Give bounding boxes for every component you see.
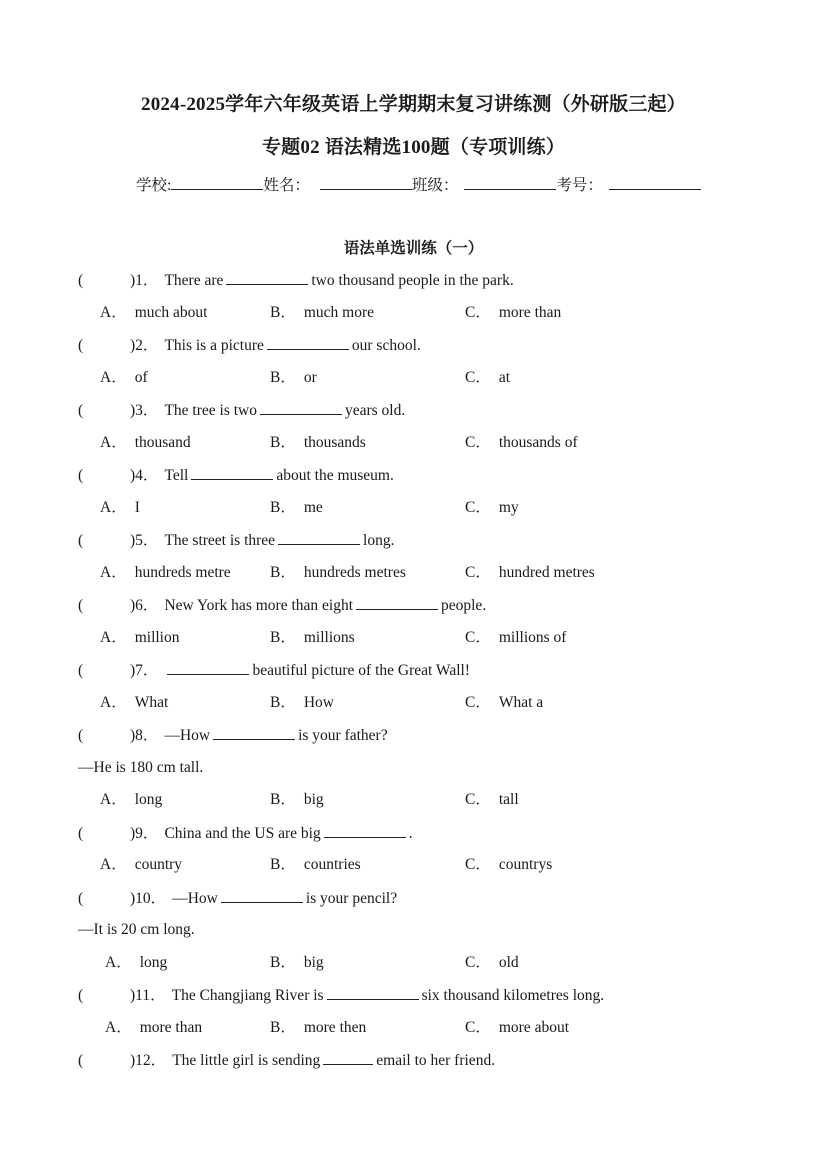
question-text-after: is your father?: [298, 727, 388, 744]
school-field[interactable]: [171, 175, 263, 190]
question-text-before: The Changjiang River is: [171, 987, 324, 1004]
answer-blank[interactable]: [278, 530, 360, 545]
option-letter: B．: [270, 303, 296, 321]
option-letter: A．: [100, 563, 127, 581]
option-letter: B．: [270, 856, 296, 873]
question-text-before: The tree is two: [164, 402, 257, 419]
option-text: I: [134, 498, 140, 516]
option-a[interactable]: [100, 693, 168, 713]
option-text: hundreds metres: [303, 563, 406, 581]
section-title: 语法单选训练（一）: [343, 240, 484, 257]
question-text-before: —How: [172, 889, 218, 907]
answer-paren-close: ): [130, 662, 136, 679]
document-subtitle: 专题02 语法精选100题（专项训练）: [261, 137, 566, 158]
option-text: What: [134, 693, 169, 711]
option-text: thousands: [303, 433, 366, 451]
option-letter: B．: [270, 1018, 296, 1036]
dialogue-answer-line: —He is 180 cm tall.: [78, 758, 204, 776]
answer-paren-close: ): [130, 824, 136, 842]
question-number: 11．: [135, 987, 166, 1004]
option-letter: C．: [465, 303, 491, 321]
answer-paren-close: ): [130, 597, 136, 614]
question-number: 1．: [135, 272, 159, 289]
answer-paren-open[interactable]: (: [78, 402, 84, 419]
option-text: millions: [303, 628, 355, 646]
name-label: 姓名：: [263, 177, 310, 194]
question-stem: [78, 400, 405, 421]
answer-blank[interactable]: [267, 335, 349, 350]
option-a[interactable]: [100, 368, 148, 388]
option-b[interactable]: [270, 368, 317, 388]
option-letter: C．: [465, 368, 491, 386]
question-text-before: China and the US are big: [164, 824, 321, 842]
answer-paren-close: ): [130, 889, 136, 907]
question-text-after: two thousand people in the park.: [311, 272, 514, 289]
question-number: 8．: [135, 727, 159, 744]
option-letter: B．: [270, 433, 296, 451]
answer-blank[interactable]: [191, 465, 273, 480]
question-stem: [78, 725, 388, 746]
question-text-before: This is a picture: [164, 337, 264, 354]
option-a[interactable]: [100, 855, 182, 875]
question-number: 3．: [135, 402, 159, 419]
question-number: 10．: [135, 889, 167, 907]
question-stem: [78, 985, 604, 1006]
question-text-before: The little girl is sending: [172, 1052, 321, 1069]
option-letter: C．: [465, 433, 491, 451]
option-text: hundreds metre: [134, 563, 231, 581]
question-text-after: is your pencil?: [305, 889, 398, 907]
option-letter: B．: [270, 368, 296, 386]
answer-paren-close: ): [130, 402, 136, 419]
answer-paren-close: ): [130, 987, 136, 1004]
option-text: million: [134, 628, 180, 646]
question-stem: [78, 823, 413, 844]
option-text: long: [134, 791, 163, 808]
option-letter: B．: [270, 628, 296, 646]
option-a[interactable]: [100, 433, 191, 453]
answer-paren-close: ): [130, 532, 136, 549]
option-letter: A．: [100, 791, 127, 808]
answer-paren-close: ): [130, 272, 136, 289]
option-a[interactable]: [100, 563, 231, 583]
class-label: 班级：: [411, 177, 459, 194]
option-c[interactable]: [465, 790, 519, 810]
option-a[interactable]: [100, 498, 140, 518]
option-c[interactable]: [465, 498, 519, 518]
option-letter: C．: [465, 791, 491, 808]
question-text-after: beautiful picture of the Great Wall!: [252, 662, 470, 679]
answer-paren-open[interactable]: (: [78, 1052, 84, 1069]
answer-paren-open[interactable]: (: [78, 532, 84, 549]
option-letter: C．: [465, 1018, 491, 1036]
option-letter: A．: [105, 953, 132, 971]
option-text: my: [498, 498, 519, 516]
student-info-line: [136, 173, 701, 195]
question-stem: [78, 888, 397, 909]
question-number: 6．: [135, 597, 159, 614]
option-letter: B．: [270, 953, 296, 971]
option-b[interactable]: [270, 1018, 366, 1038]
question-text-before: Tell: [164, 467, 189, 484]
option-text: more about: [498, 1018, 570, 1036]
answer-paren-open[interactable]: (: [78, 889, 84, 907]
question-stem: [78, 270, 514, 291]
question-text-before: There are: [164, 272, 224, 289]
option-text: much more: [303, 303, 375, 321]
option-letter: B．: [270, 563, 296, 581]
question-stem: [78, 595, 486, 616]
option-text: countrys: [498, 856, 553, 873]
option-text: hundred metres: [498, 563, 595, 581]
option-text: millions of: [498, 628, 567, 646]
question-number: 2．: [135, 337, 159, 354]
answer-paren-open[interactable]: (: [78, 337, 84, 354]
option-letter: A．: [100, 368, 127, 386]
name-field[interactable]: [320, 175, 412, 190]
option-letter: A．: [100, 693, 127, 711]
option-c[interactable]: [465, 693, 543, 713]
exam-number-label: 考号：: [556, 177, 603, 194]
option-text: big: [303, 791, 324, 808]
answer-paren-open[interactable]: (: [78, 987, 84, 1004]
school-label: 学校:: [136, 177, 172, 194]
option-letter: B．: [270, 791, 296, 808]
option-letter: C．: [465, 953, 491, 971]
question-text-after: email to her friend.: [376, 1052, 496, 1069]
option-text: tall: [498, 791, 519, 808]
answer-paren-close: ): [130, 1052, 136, 1069]
option-letter: B．: [270, 498, 296, 516]
option-text: long: [139, 953, 168, 971]
document-title: 2024-2025学年六年级英语上学期期末复习讲练测（外研版三起）: [141, 94, 686, 115]
option-b[interactable]: [270, 628, 355, 648]
option-b[interactable]: [270, 303, 374, 323]
question-number: 9．: [135, 824, 159, 842]
answer-paren-open[interactable]: (: [78, 597, 84, 614]
option-text: of: [134, 368, 148, 386]
answer-paren-close: ): [130, 727, 136, 744]
option-a[interactable]: [105, 1018, 202, 1038]
answer-paren-close: ): [130, 467, 136, 484]
option-c[interactable]: [465, 1018, 569, 1038]
option-c[interactable]: [465, 433, 578, 453]
question-stem: [78, 465, 394, 486]
option-letter: C．: [465, 498, 491, 516]
option-c[interactable]: [465, 628, 566, 648]
option-b[interactable]: [270, 953, 324, 973]
answer-paren-close: ): [130, 337, 136, 354]
question-text-after: about the museum.: [276, 467, 394, 484]
option-text: at: [498, 368, 511, 386]
option-letter: A．: [100, 628, 127, 646]
option-b[interactable]: [270, 693, 334, 713]
option-letter: A．: [100, 498, 127, 516]
answer-blank[interactable]: [356, 595, 438, 610]
question-text-after: .: [408, 824, 413, 842]
option-text: thousands of: [498, 433, 578, 451]
option-text: me: [303, 498, 323, 516]
answer-paren-open[interactable]: (: [78, 272, 84, 289]
question-stem: [78, 1050, 495, 1071]
question-stem: [78, 530, 394, 551]
class-field[interactable]: [464, 175, 556, 190]
exam-number-field[interactable]: [609, 175, 701, 190]
option-text: more then: [303, 1018, 367, 1036]
answer-blank[interactable]: [324, 823, 406, 838]
question-text-before: —How: [164, 727, 211, 744]
question-text-after: years old.: [344, 402, 406, 419]
question-number: 7．: [135, 662, 159, 679]
dialogue-answer-line: —It is 20 cm long.: [78, 921, 195, 938]
question-text-after: people.: [441, 597, 487, 614]
question-text-before: New York has more than eight: [164, 597, 353, 614]
question-stem: [78, 335, 421, 356]
option-c[interactable]: [465, 368, 510, 388]
question-number: 4．: [135, 467, 159, 484]
option-text: countries: [303, 856, 361, 873]
option-b[interactable]: [270, 433, 366, 453]
question-text-after: our school.: [351, 337, 421, 354]
option-letter: A．: [100, 433, 127, 451]
option-letter: B．: [270, 693, 296, 711]
answer-blank[interactable]: [167, 660, 249, 675]
option-text: more than: [498, 303, 562, 321]
option-text: more than: [139, 1018, 203, 1036]
option-b[interactable]: [270, 855, 361, 875]
answer-paren-open[interactable]: (: [78, 824, 84, 842]
option-a[interactable]: [100, 628, 180, 648]
option-b[interactable]: [270, 498, 323, 518]
answer-paren-open[interactable]: (: [78, 727, 84, 744]
option-letter: C．: [465, 563, 491, 581]
question-text-after: six thousand kilometres long.: [421, 987, 605, 1004]
question-text-before: The street is three: [164, 532, 276, 549]
option-text: big: [303, 953, 324, 971]
option-text: much about: [134, 303, 208, 321]
answer-blank[interactable]: [221, 888, 303, 903]
question-stem: [78, 660, 470, 681]
option-letter: C．: [465, 856, 491, 873]
option-letter: A．: [100, 856, 127, 873]
question-text-after: long.: [363, 532, 395, 549]
option-b[interactable]: [270, 790, 324, 810]
option-b[interactable]: [270, 563, 406, 583]
answer-blank[interactable]: [260, 400, 342, 415]
option-letter: C．: [465, 628, 491, 646]
option-a[interactable]: [105, 953, 167, 973]
answer-paren-open[interactable]: (: [78, 467, 84, 484]
option-c[interactable]: [465, 953, 519, 973]
option-letter: C．: [465, 693, 491, 711]
option-letter: A．: [100, 303, 127, 321]
answer-blank[interactable]: [226, 270, 308, 285]
option-text: old: [498, 953, 519, 971]
answer-blank[interactable]: [213, 725, 295, 740]
option-text: How: [303, 693, 334, 711]
option-text: thousand: [134, 433, 191, 451]
option-text: country: [134, 856, 183, 873]
option-letter: A．: [105, 1018, 132, 1036]
question-number: 12．: [135, 1052, 167, 1069]
option-c[interactable]: [465, 855, 552, 875]
answer-paren-open[interactable]: (: [78, 662, 84, 679]
option-c[interactable]: [465, 303, 561, 323]
option-a[interactable]: [100, 303, 207, 323]
answer-blank[interactable]: [327, 985, 419, 1000]
question-number: 5．: [135, 532, 159, 549]
option-text: What a: [498, 693, 544, 711]
option-c[interactable]: [465, 563, 595, 583]
option-a[interactable]: [100, 790, 162, 810]
option-text: or: [303, 368, 317, 386]
answer-blank[interactable]: [323, 1050, 373, 1065]
